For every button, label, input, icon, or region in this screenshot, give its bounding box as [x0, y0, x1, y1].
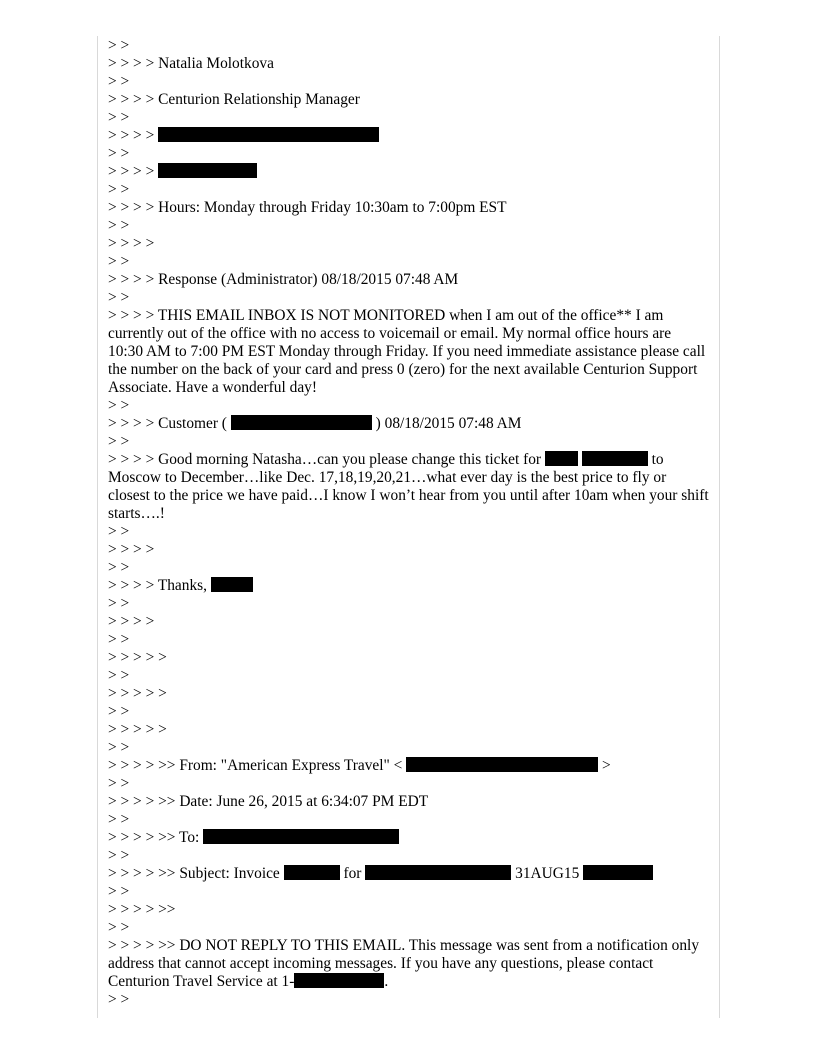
signature-name: > > > > Natalia Molotkova — [108, 55, 274, 72]
response-header: > > > > Response (Administrator) 08/18/2015 07:48 AM — [108, 271, 459, 288]
quote-separator: > > — [108, 253, 130, 270]
quote-separator: > > — [108, 559, 130, 576]
quote-separator: > > — [108, 595, 130, 612]
response-body: > > > > THIS EMAIL INBOX IS NOT MONITORED when I am out of the office** I am currently out of the office with no access to voicemail or email. My normal office hours are 10:30 AM to 7:00 PM EST Monday through Friday. If you need immediate assistance please call the number on the back of your card and press 0 (zero) for the next available Centurion Support Associate. Have a wonderful day! — [108, 307, 706, 396]
forwarded-notice: > > > > >> DO NOT REPLY TO THIS EMAIL. This message was sent from a notification only address that cannot accept incoming messages. If you have any questions, please contact Centurion Travel Service at 1- . — [108, 937, 700, 990]
redaction-block — [406, 757, 598, 772]
empty-forward-line: > > > > >> — [108, 901, 176, 918]
redaction-block — [582, 451, 648, 466]
redaction-block — [365, 865, 511, 880]
quote-separator: > > — [108, 181, 130, 198]
signature-title: > > > > Centurion Relationship Manager — [108, 91, 360, 108]
forwarded-subject: > > > > >> Subject: Invoice for 31AUG15 — [108, 865, 710, 883]
quote-separator: > > — [108, 145, 130, 162]
quote-separator: > > — [108, 397, 130, 414]
page-border-left — [97, 36, 98, 1018]
forwarded-to: > > > > >> To: — [108, 829, 710, 847]
quote-separator: > > — [108, 775, 130, 792]
quote-separator: > > — [108, 109, 130, 126]
quote-separator: > > — [108, 883, 130, 900]
redaction-block — [231, 415, 372, 430]
quote-separator: > > — [108, 991, 130, 1008]
customer-body: > > > > Good morning Natasha…can you please change this ticket for to Moscow to December…like Dec. 17,18,19,20,21…what ever day is the best price to fly or closest to the price we have paid…I know I won’t hear from you until after 10am when your shift starts….! — [108, 451, 709, 522]
empty-quote-line: > > > > — [108, 235, 155, 252]
redaction-block — [211, 577, 253, 592]
redaction-block — [203, 829, 399, 844]
redaction-block — [545, 451, 578, 466]
email-thread — [108, 37, 710, 1009]
signature-redacted-line-2: > > > > — [108, 163, 710, 181]
redaction-block — [294, 973, 384, 988]
deep-quote-line: > > > > > — [108, 721, 167, 738]
empty-quote-line: > > > > — [108, 613, 155, 630]
redaction-block — [583, 865, 653, 880]
redaction-block — [284, 865, 340, 880]
page-border-right — [719, 36, 720, 1018]
quote-separator: > > — [108, 37, 130, 54]
quote-separator: > > — [108, 73, 130, 90]
forwarded-from: > > > > >> From: "American Express Travel" < > — [108, 757, 611, 774]
quote-separator: > > — [108, 739, 130, 756]
customer-thanks: > > > > Thanks, — [108, 577, 710, 595]
customer-header: > > > > Customer ( ) 08/18/2015 07:48 AM — [108, 415, 522, 432]
deep-quote-line: > > > > > — [108, 685, 167, 702]
forwarded-date: > > > > >> Date: June 26, 2015 at 6:34:07 PM EDT — [108, 793, 429, 810]
redaction-block — [158, 127, 379, 142]
signature-hours: > > > > Hours: Monday through Friday 10:30am to 7:00pm EST — [108, 199, 507, 216]
quote-separator: > > — [108, 289, 130, 306]
empty-quote-line: > > > > — [108, 541, 155, 558]
redaction-block — [158, 163, 257, 178]
quote-separator: > > — [108, 667, 130, 684]
signature-redacted-line-1: > > > > — [108, 127, 710, 145]
quote-separator: > > — [108, 631, 130, 648]
quote-separator: > > — [108, 433, 130, 450]
quote-separator: > > — [108, 523, 130, 540]
quote-separator: > > — [108, 919, 130, 936]
deep-quote-line: > > > > > — [108, 649, 167, 666]
quote-separator: > > — [108, 847, 130, 864]
quote-separator: > > — [108, 811, 130, 828]
quote-separator: > > — [108, 703, 130, 720]
quote-separator: > > — [108, 217, 130, 234]
